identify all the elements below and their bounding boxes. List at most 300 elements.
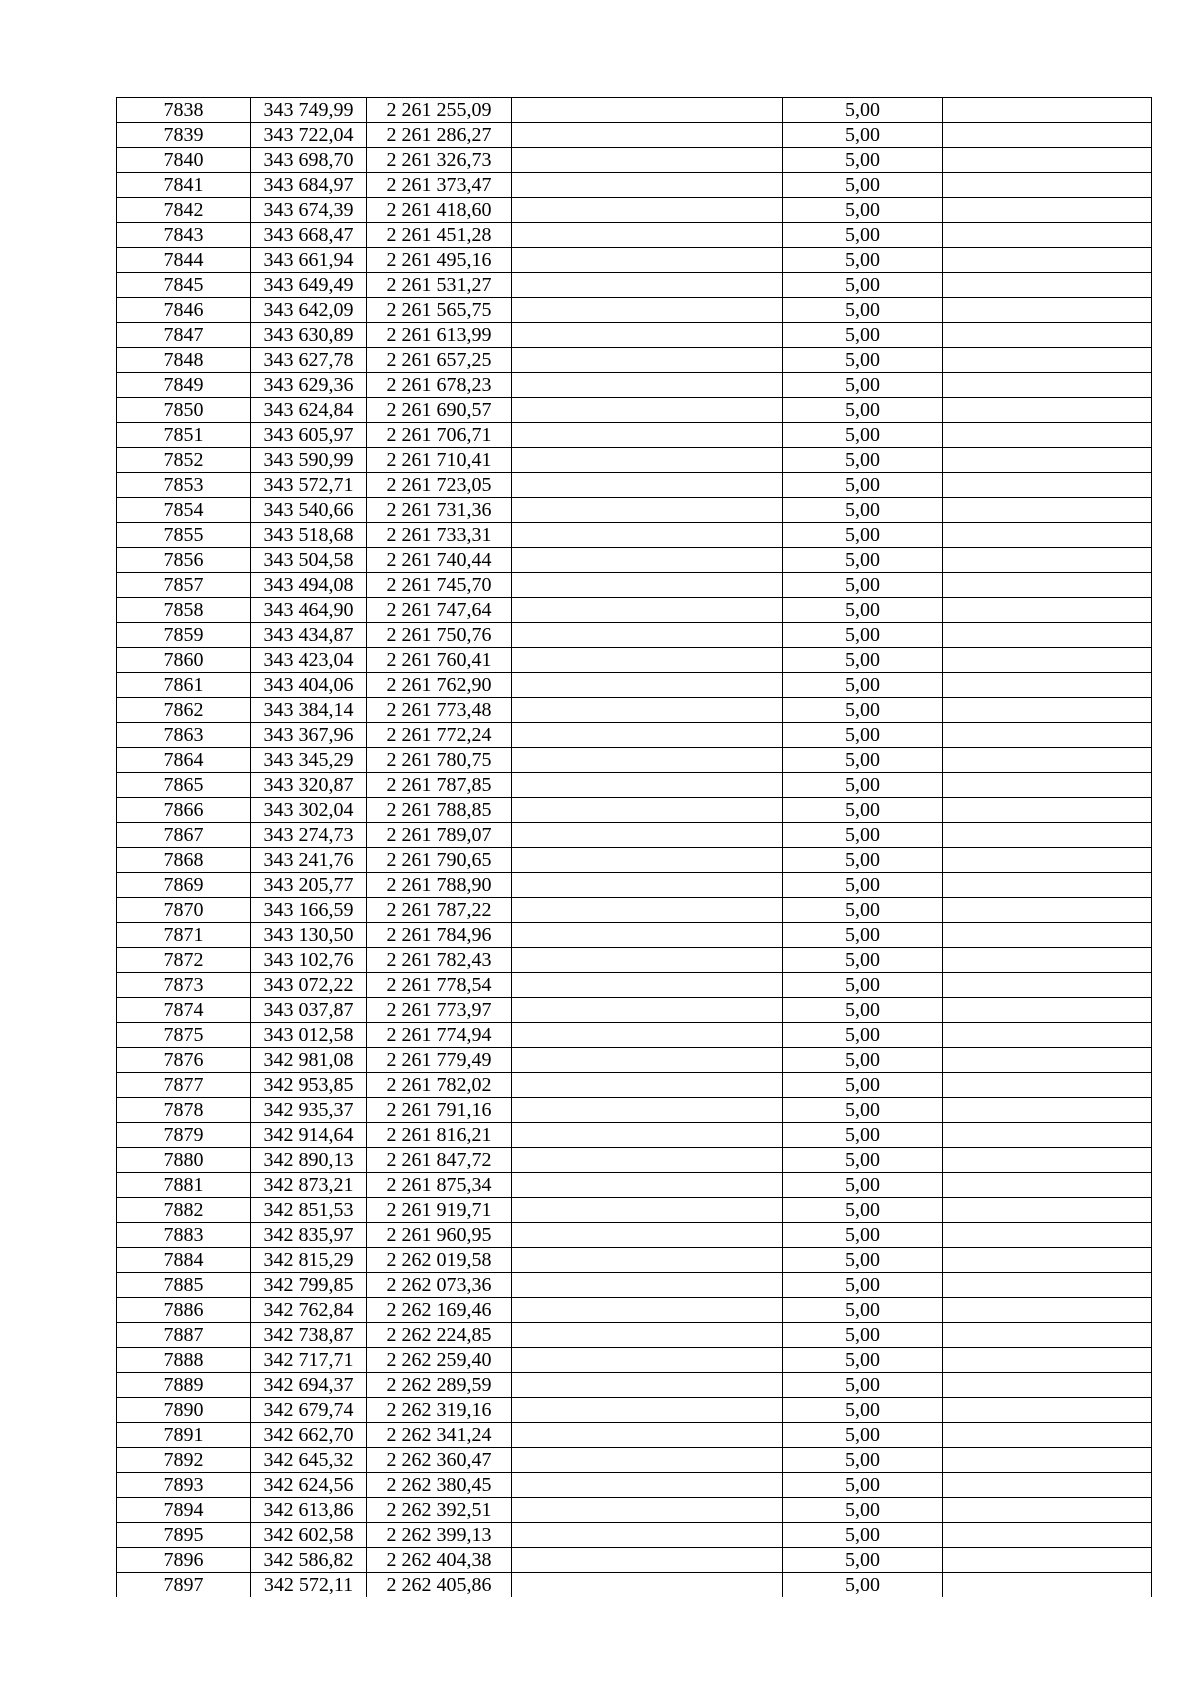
accuracy-cell: 5,00 — [783, 1098, 943, 1123]
empty-cell — [943, 1248, 1152, 1273]
empty-cell — [943, 1398, 1152, 1423]
accuracy-cell: 5,00 — [783, 723, 943, 748]
accuracy-cell: 5,00 — [783, 623, 943, 648]
empty-cell — [943, 1523, 1152, 1548]
empty-cell — [943, 623, 1152, 648]
table-row — [117, 1048, 1152, 1073]
point-number-cell: 7889 — [117, 1373, 251, 1398]
accuracy-cell: 5,00 — [783, 1123, 943, 1148]
table-row — [117, 123, 1152, 148]
point-number-cell: 7838 — [117, 98, 251, 123]
table-row — [117, 248, 1152, 273]
empty-cell — [943, 1048, 1152, 1073]
empty-cell — [943, 973, 1152, 998]
table-row — [117, 848, 1152, 873]
accuracy-cell: 5,00 — [783, 598, 943, 623]
point-number-cell: 7853 — [117, 473, 251, 498]
coordinates-table — [116, 97, 1152, 1597]
empty-cell — [943, 823, 1152, 848]
point-number-cell: 7840 — [117, 148, 251, 173]
y-coordinate-cell: 2 262 259,40 — [367, 1348, 512, 1373]
empty-cell — [943, 1498, 1152, 1523]
empty-cell — [943, 948, 1152, 973]
point-number-cell: 7847 — [117, 323, 251, 348]
table-row — [117, 648, 1152, 673]
empty-cell — [512, 198, 783, 223]
accuracy-cell: 5,00 — [783, 498, 943, 523]
accuracy-cell: 5,00 — [783, 848, 943, 873]
y-coordinate-cell: 2 261 816,21 — [367, 1123, 512, 1148]
table-row — [117, 173, 1152, 198]
x-coordinate-cell: 342 717,71 — [251, 1348, 367, 1373]
empty-cell — [512, 1148, 783, 1173]
accuracy-cell: 5,00 — [783, 323, 943, 348]
table-row — [117, 548, 1152, 573]
empty-cell — [512, 998, 783, 1023]
empty-cell — [943, 1223, 1152, 1248]
point-number-cell: 7862 — [117, 698, 251, 723]
x-coordinate-cell: 343 274,73 — [251, 823, 367, 848]
table-row — [117, 573, 1152, 598]
y-coordinate-cell: 2 262 073,36 — [367, 1273, 512, 1298]
table-row — [117, 698, 1152, 723]
table-row — [117, 598, 1152, 623]
x-coordinate-cell: 342 815,29 — [251, 1248, 367, 1273]
accuracy-cell: 5,00 — [783, 1023, 943, 1048]
table-row — [117, 323, 1152, 348]
empty-cell — [943, 1123, 1152, 1148]
empty-cell — [943, 748, 1152, 773]
empty-cell — [512, 648, 783, 673]
accuracy-cell: 5,00 — [783, 1473, 943, 1498]
accuracy-cell: 5,00 — [783, 473, 943, 498]
accuracy-cell: 5,00 — [783, 698, 943, 723]
empty-cell — [943, 873, 1152, 898]
table-row — [117, 998, 1152, 1023]
point-number-cell: 7842 — [117, 198, 251, 223]
point-number-cell: 7848 — [117, 348, 251, 373]
accuracy-cell: 5,00 — [783, 173, 943, 198]
x-coordinate-cell: 342 662,70 — [251, 1423, 367, 1448]
y-coordinate-cell: 2 261 733,31 — [367, 523, 512, 548]
empty-cell — [943, 723, 1152, 748]
empty-cell — [512, 123, 783, 148]
accuracy-cell: 5,00 — [783, 573, 943, 598]
point-number-cell: 7881 — [117, 1173, 251, 1198]
accuracy-cell: 5,00 — [783, 248, 943, 273]
empty-cell — [943, 648, 1152, 673]
x-coordinate-cell: 342 586,82 — [251, 1548, 367, 1573]
empty-cell — [943, 123, 1152, 148]
accuracy-cell: 5,00 — [783, 1198, 943, 1223]
y-coordinate-cell: 2 261 760,41 — [367, 648, 512, 673]
table-row — [117, 1023, 1152, 1048]
y-coordinate-cell: 2 261 778,54 — [367, 973, 512, 998]
empty-cell — [943, 1073, 1152, 1098]
table-row — [117, 623, 1152, 648]
table-row — [117, 673, 1152, 698]
x-coordinate-cell: 343 241,76 — [251, 848, 367, 873]
x-coordinate-cell: 343 404,06 — [251, 673, 367, 698]
table-row — [117, 723, 1152, 748]
empty-cell — [943, 1023, 1152, 1048]
y-coordinate-cell: 2 262 169,46 — [367, 1298, 512, 1323]
y-coordinate-cell: 2 261 787,22 — [367, 898, 512, 923]
empty-cell — [512, 548, 783, 573]
empty-cell — [512, 1073, 783, 1098]
empty-cell — [512, 1448, 783, 1473]
empty-cell — [512, 948, 783, 973]
x-coordinate-cell: 342 835,97 — [251, 1223, 367, 1248]
y-coordinate-cell: 2 261 740,44 — [367, 548, 512, 573]
empty-cell — [943, 1323, 1152, 1348]
accuracy-cell: 5,00 — [783, 1523, 943, 1548]
point-number-cell: 7866 — [117, 798, 251, 823]
y-coordinate-cell: 2 261 773,97 — [367, 998, 512, 1023]
point-number-cell: 7846 — [117, 298, 251, 323]
x-coordinate-cell: 342 738,87 — [251, 1323, 367, 1348]
accuracy-cell: 5,00 — [783, 1298, 943, 1323]
table-row — [117, 898, 1152, 923]
empty-cell — [943, 1448, 1152, 1473]
empty-cell — [943, 1373, 1152, 1398]
x-coordinate-cell: 343 302,04 — [251, 798, 367, 823]
table-row — [117, 273, 1152, 298]
accuracy-cell: 5,00 — [783, 123, 943, 148]
x-coordinate-cell: 343 590,99 — [251, 448, 367, 473]
empty-cell — [943, 198, 1152, 223]
x-coordinate-cell: 342 873,21 — [251, 1173, 367, 1198]
table-row — [117, 1073, 1152, 1098]
y-coordinate-cell: 2 261 847,72 — [367, 1148, 512, 1173]
empty-cell — [512, 848, 783, 873]
table-row — [117, 748, 1152, 773]
empty-cell — [943, 698, 1152, 723]
empty-cell — [512, 348, 783, 373]
empty-cell — [512, 1123, 783, 1148]
accuracy-cell: 5,00 — [783, 898, 943, 923]
empty-cell — [943, 998, 1152, 1023]
accuracy-cell: 5,00 — [783, 348, 943, 373]
y-coordinate-cell: 2 261 690,57 — [367, 398, 512, 423]
accuracy-cell: 5,00 — [783, 1048, 943, 1073]
table-row — [117, 1173, 1152, 1198]
x-coordinate-cell: 343 684,97 — [251, 173, 367, 198]
x-coordinate-cell: 343 102,76 — [251, 948, 367, 973]
y-coordinate-cell: 2 262 360,47 — [367, 1448, 512, 1473]
point-number-cell: 7876 — [117, 1048, 251, 1073]
point-number-cell: 7839 — [117, 123, 251, 148]
accuracy-cell: 5,00 — [783, 1423, 943, 1448]
accuracy-cell: 5,00 — [783, 648, 943, 673]
point-number-cell: 7864 — [117, 748, 251, 773]
accuracy-cell: 5,00 — [783, 948, 943, 973]
accuracy-cell: 5,00 — [783, 748, 943, 773]
accuracy-cell: 5,00 — [783, 1323, 943, 1348]
empty-cell — [512, 1048, 783, 1073]
point-number-cell: 7894 — [117, 1498, 251, 1523]
table-row — [117, 1523, 1152, 1548]
empty-cell — [512, 748, 783, 773]
empty-cell — [512, 798, 783, 823]
empty-cell — [943, 148, 1152, 173]
accuracy-cell: 5,00 — [783, 298, 943, 323]
x-coordinate-cell: 342 935,37 — [251, 1098, 367, 1123]
y-coordinate-cell: 2 261 784,96 — [367, 923, 512, 948]
table-row — [117, 423, 1152, 448]
empty-cell — [943, 223, 1152, 248]
point-number-cell: 7897 — [117, 1573, 251, 1598]
table-row — [117, 973, 1152, 998]
x-coordinate-cell: 343 464,90 — [251, 598, 367, 623]
x-coordinate-cell: 343 722,04 — [251, 123, 367, 148]
empty-cell — [943, 398, 1152, 423]
empty-cell — [512, 298, 783, 323]
empty-cell — [512, 673, 783, 698]
x-coordinate-cell: 343 504,58 — [251, 548, 367, 573]
point-number-cell: 7891 — [117, 1423, 251, 1448]
y-coordinate-cell: 2 262 289,59 — [367, 1373, 512, 1398]
table-row — [117, 1473, 1152, 1498]
y-coordinate-cell: 2 261 706,71 — [367, 423, 512, 448]
table-row — [117, 823, 1152, 848]
x-coordinate-cell: 343 518,68 — [251, 523, 367, 548]
x-coordinate-cell: 343 572,71 — [251, 473, 367, 498]
point-number-cell: 7855 — [117, 523, 251, 548]
y-coordinate-cell: 2 261 255,09 — [367, 98, 512, 123]
point-number-cell: 7856 — [117, 548, 251, 573]
y-coordinate-cell: 2 262 319,16 — [367, 1398, 512, 1423]
y-coordinate-cell: 2 261 875,34 — [367, 1173, 512, 1198]
accuracy-cell: 5,00 — [783, 773, 943, 798]
empty-cell — [943, 1348, 1152, 1373]
x-coordinate-cell: 343 630,89 — [251, 323, 367, 348]
empty-cell — [943, 1423, 1152, 1448]
point-number-cell: 7854 — [117, 498, 251, 523]
point-number-cell: 7882 — [117, 1198, 251, 1223]
accuracy-cell: 5,00 — [783, 1148, 943, 1173]
empty-cell — [512, 1348, 783, 1373]
empty-cell — [512, 1498, 783, 1523]
y-coordinate-cell: 2 261 788,85 — [367, 798, 512, 823]
accuracy-cell: 5,00 — [783, 373, 943, 398]
y-coordinate-cell: 2 261 750,76 — [367, 623, 512, 648]
accuracy-cell: 5,00 — [783, 1073, 943, 1098]
table-row — [117, 1273, 1152, 1298]
x-coordinate-cell: 342 953,85 — [251, 1073, 367, 1098]
y-coordinate-cell: 2 261 782,43 — [367, 948, 512, 973]
x-coordinate-cell: 343 629,36 — [251, 373, 367, 398]
table-row — [117, 873, 1152, 898]
table-row — [117, 1348, 1152, 1373]
empty-cell — [512, 873, 783, 898]
point-number-cell: 7887 — [117, 1323, 251, 1348]
x-coordinate-cell: 342 981,08 — [251, 1048, 367, 1073]
empty-cell — [943, 323, 1152, 348]
point-number-cell: 7860 — [117, 648, 251, 673]
y-coordinate-cell: 2 261 919,71 — [367, 1198, 512, 1223]
x-coordinate-cell: 342 624,56 — [251, 1473, 367, 1498]
y-coordinate-cell: 2 262 392,51 — [367, 1498, 512, 1523]
empty-cell — [512, 573, 783, 598]
point-number-cell: 7867 — [117, 823, 251, 848]
empty-cell — [943, 523, 1152, 548]
empty-cell — [512, 1323, 783, 1348]
table-row — [117, 1123, 1152, 1148]
point-number-cell: 7872 — [117, 948, 251, 973]
accuracy-cell: 5,00 — [783, 923, 943, 948]
table-row — [117, 948, 1152, 973]
table-row — [117, 1223, 1152, 1248]
point-number-cell: 7852 — [117, 448, 251, 473]
x-coordinate-cell: 343 698,70 — [251, 148, 367, 173]
point-number-cell: 7845 — [117, 273, 251, 298]
point-number-cell: 7865 — [117, 773, 251, 798]
table-row — [117, 1298, 1152, 1323]
x-coordinate-cell: 342 799,85 — [251, 1273, 367, 1298]
table-row — [117, 448, 1152, 473]
x-coordinate-cell: 343 130,50 — [251, 923, 367, 948]
empty-cell — [943, 1148, 1152, 1173]
table-row — [117, 523, 1152, 548]
empty-cell — [943, 298, 1152, 323]
table-row — [117, 1098, 1152, 1123]
table-row — [117, 1198, 1152, 1223]
point-number-cell: 7861 — [117, 673, 251, 698]
y-coordinate-cell: 2 261 565,75 — [367, 298, 512, 323]
accuracy-cell: 5,00 — [783, 873, 943, 898]
y-coordinate-cell: 2 261 960,95 — [367, 1223, 512, 1248]
y-coordinate-cell: 2 261 779,49 — [367, 1048, 512, 1073]
empty-cell — [512, 373, 783, 398]
y-coordinate-cell: 2 262 399,13 — [367, 1523, 512, 1548]
empty-cell — [943, 98, 1152, 123]
empty-cell — [943, 898, 1152, 923]
x-coordinate-cell: 343 320,87 — [251, 773, 367, 798]
point-number-cell: 7851 — [117, 423, 251, 448]
table-row — [117, 1373, 1152, 1398]
empty-cell — [512, 1223, 783, 1248]
empty-cell — [943, 923, 1152, 948]
table-row — [117, 798, 1152, 823]
x-coordinate-cell: 343 649,49 — [251, 273, 367, 298]
empty-cell — [512, 148, 783, 173]
y-coordinate-cell: 2 261 774,94 — [367, 1023, 512, 1048]
empty-cell — [943, 423, 1152, 448]
x-coordinate-cell: 343 642,09 — [251, 298, 367, 323]
point-number-cell: 7879 — [117, 1123, 251, 1148]
accuracy-cell: 5,00 — [783, 548, 943, 573]
empty-cell — [512, 1198, 783, 1223]
y-coordinate-cell: 2 261 678,23 — [367, 373, 512, 398]
x-coordinate-cell: 342 762,84 — [251, 1298, 367, 1323]
accuracy-cell: 5,00 — [783, 798, 943, 823]
empty-cell — [943, 1298, 1152, 1323]
point-number-cell: 7857 — [117, 573, 251, 598]
point-number-cell: 7880 — [117, 1148, 251, 1173]
empty-cell — [512, 1548, 783, 1573]
table-row — [117, 398, 1152, 423]
point-number-cell: 7843 — [117, 223, 251, 248]
empty-cell — [943, 848, 1152, 873]
point-number-cell: 7870 — [117, 898, 251, 923]
table-row — [117, 773, 1152, 798]
point-number-cell: 7844 — [117, 248, 251, 273]
empty-cell — [512, 1398, 783, 1423]
empty-cell — [943, 248, 1152, 273]
empty-cell — [512, 973, 783, 998]
x-coordinate-cell: 343 072,22 — [251, 973, 367, 998]
empty-cell — [512, 923, 783, 948]
accuracy-cell: 5,00 — [783, 198, 943, 223]
x-coordinate-cell: 343 037,87 — [251, 998, 367, 1023]
empty-cell — [943, 1098, 1152, 1123]
y-coordinate-cell: 2 261 710,41 — [367, 448, 512, 473]
point-number-cell: 7884 — [117, 1248, 251, 1273]
empty-cell — [512, 273, 783, 298]
x-coordinate-cell: 342 679,74 — [251, 1398, 367, 1423]
empty-cell — [943, 1548, 1152, 1573]
accuracy-cell: 5,00 — [783, 1398, 943, 1423]
x-coordinate-cell: 343 494,08 — [251, 573, 367, 598]
empty-cell — [943, 1198, 1152, 1223]
x-coordinate-cell: 343 627,78 — [251, 348, 367, 373]
x-coordinate-cell: 342 851,53 — [251, 1198, 367, 1223]
x-coordinate-cell: 343 345,29 — [251, 748, 367, 773]
table-row — [117, 373, 1152, 398]
point-number-cell: 7890 — [117, 1398, 251, 1423]
point-number-cell: 7873 — [117, 973, 251, 998]
accuracy-cell: 5,00 — [783, 1573, 943, 1598]
empty-cell — [512, 773, 783, 798]
point-number-cell: 7841 — [117, 173, 251, 198]
y-coordinate-cell: 2 261 780,75 — [367, 748, 512, 773]
point-number-cell: 7859 — [117, 623, 251, 648]
point-number-cell: 7895 — [117, 1523, 251, 1548]
empty-cell — [943, 1273, 1152, 1298]
table-row — [117, 1448, 1152, 1473]
x-coordinate-cell: 343 012,58 — [251, 1023, 367, 1048]
empty-cell — [512, 498, 783, 523]
y-coordinate-cell: 2 262 380,45 — [367, 1473, 512, 1498]
empty-cell — [512, 1523, 783, 1548]
x-coordinate-cell: 343 367,96 — [251, 723, 367, 748]
x-coordinate-cell: 342 613,86 — [251, 1498, 367, 1523]
y-coordinate-cell: 2 261 495,16 — [367, 248, 512, 273]
accuracy-cell: 5,00 — [783, 448, 943, 473]
empty-cell — [512, 598, 783, 623]
empty-cell — [512, 1273, 783, 1298]
point-number-cell: 7883 — [117, 1223, 251, 1248]
empty-cell — [943, 798, 1152, 823]
point-number-cell: 7869 — [117, 873, 251, 898]
y-coordinate-cell: 2 261 731,36 — [367, 498, 512, 523]
table-row — [117, 1398, 1152, 1423]
accuracy-cell: 5,00 — [783, 98, 943, 123]
empty-cell — [512, 98, 783, 123]
table-row — [117, 298, 1152, 323]
point-number-cell: 7878 — [117, 1098, 251, 1123]
empty-cell — [512, 423, 783, 448]
table-row — [117, 148, 1152, 173]
point-number-cell: 7892 — [117, 1448, 251, 1473]
empty-cell — [943, 548, 1152, 573]
y-coordinate-cell: 2 261 286,27 — [367, 123, 512, 148]
y-coordinate-cell: 2 261 747,64 — [367, 598, 512, 623]
accuracy-cell: 5,00 — [783, 1548, 943, 1573]
empty-cell — [512, 1373, 783, 1398]
accuracy-cell: 5,00 — [783, 1373, 943, 1398]
